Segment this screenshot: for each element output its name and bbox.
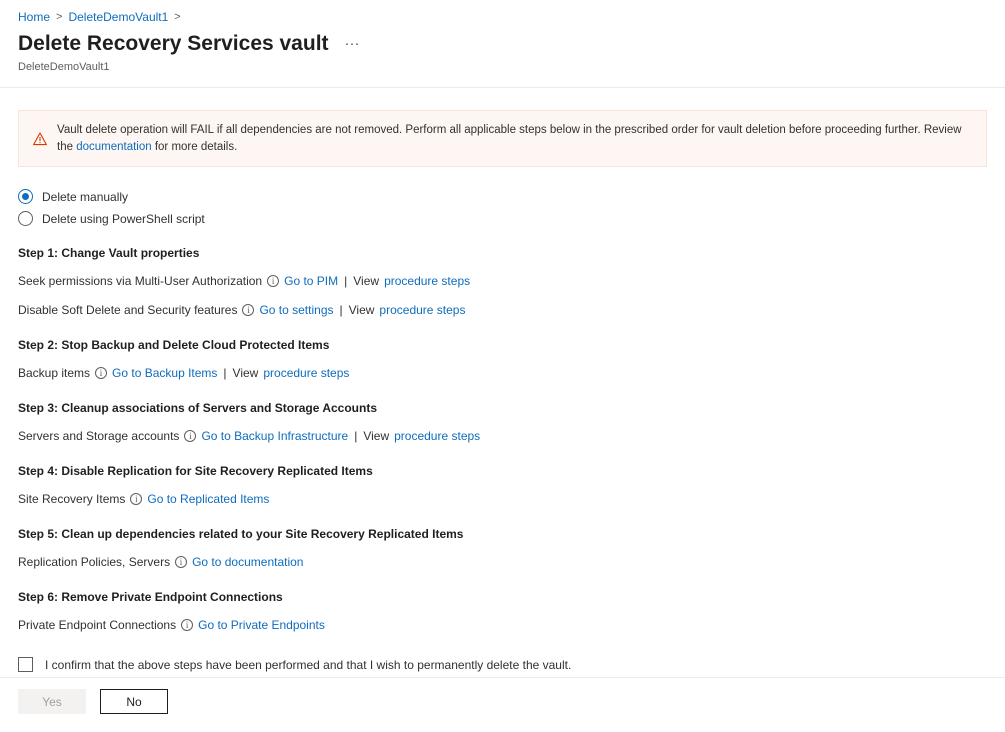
step-1-row-1-procedure-steps-link[interactable]: procedure steps — [384, 274, 471, 289]
radio-label-delete-powershell: Delete using PowerShell script — [42, 211, 205, 226]
confirm-checkbox[interactable] — [18, 657, 33, 672]
step-1-row-2-procedure-steps-link[interactable]: procedure steps — [379, 303, 466, 318]
step-1-row-1-label: Seek permissions via Multi-User Authorization — [18, 274, 263, 289]
warning-banner-text — [57, 122, 972, 155]
warning-text-after: for more details. — [151, 140, 238, 153]
header-divider — [0, 87, 1005, 88]
go-to-settings-link[interactable]: Go to settings — [259, 303, 334, 318]
confirm-label: I confirm that the above steps have been performed and that I wish to permanently delete the vault. — [45, 657, 572, 672]
step-3-heading: Step 3: Cleanup associations of Servers and Storage Accounts — [18, 401, 377, 416]
content-area — [0, 110, 1005, 672]
breadcrumb-separator-icon-2: > — [174, 11, 181, 23]
step-5-row-1-label: Replication Policies, Servers — [18, 555, 171, 570]
go-to-documentation-link[interactable]: Go to documentation — [192, 555, 304, 570]
footer-bar — [0, 677, 1005, 732]
warning-banner — [18, 110, 987, 167]
step-6-row-1 — [18, 617, 987, 633]
radio-option-delete-manually[interactable] — [18, 189, 987, 204]
go-to-backup-infrastructure-link[interactable]: Go to Backup Infrastructure — [201, 429, 349, 444]
step-2-row-1-view: View — [232, 366, 259, 381]
info-icon[interactable]: i — [181, 619, 193, 631]
radio-icon-delete-powershell[interactable] — [18, 211, 33, 226]
step-1-heading: Step 1: Change Vault properties — [18, 246, 200, 261]
warning-icon — [33, 132, 47, 146]
step-6-row-1-label: Private Endpoint Connections — [18, 618, 177, 633]
step-1-row-2 — [18, 302, 987, 318]
step-2-row-1-procedure-steps-link[interactable]: procedure steps — [263, 366, 350, 381]
title-row — [18, 32, 1005, 56]
documentation-link[interactable]: documentation — [76, 140, 152, 153]
info-icon[interactable]: i — [175, 556, 187, 568]
info-icon[interactable]: i — [95, 367, 107, 379]
step-1-row-2-view: View — [348, 303, 375, 318]
step-2-row-1-pipe: | — [223, 366, 227, 381]
no-button[interactable]: No — [100, 689, 168, 714]
breadcrumb-separator-icon: > — [56, 11, 63, 23]
warning-text-before: Vault delete operation will FAIL if all dependencies are not removed. Perform all applicable steps below in the prescribed order for vault deletion before proceeding further. Review the — [57, 124, 962, 153]
delete-mode-radio-group — [18, 189, 987, 226]
breadcrumb — [0, 0, 1005, 26]
info-icon[interactable]: i — [267, 275, 279, 287]
breadcrumb-item-home[interactable]: Home — [18, 10, 51, 24]
go-to-backup-items-link[interactable]: Go to Backup Items — [112, 366, 218, 381]
step-2-heading: Step 2: Stop Backup and Delete Cloud Protected Items — [18, 338, 330, 353]
step-3-row-1-pipe: | — [354, 429, 358, 444]
step-1-row-1-pipe: | — [344, 274, 348, 289]
step-1-row-1-view: View — [353, 274, 380, 289]
step-3-row-1-view: View — [363, 429, 390, 444]
more-options-icon[interactable]: ··· — [344, 35, 360, 52]
info-icon[interactable]: i — [184, 430, 196, 442]
step-5-heading: Step 5: Clean up dependencies related to your Site Recovery Replicated Items — [18, 527, 464, 542]
footer-buttons — [0, 678, 1005, 725]
step-6-heading: Step 6: Remove Private Endpoint Connections — [18, 590, 283, 605]
step-1-row-2-label: Disable Soft Delete and Security features — [18, 303, 238, 318]
step-3-row-1-procedure-steps-link[interactable]: procedure steps — [394, 429, 481, 444]
info-icon[interactable]: i — [242, 304, 254, 316]
radio-icon-delete-manually[interactable] — [18, 189, 33, 204]
step-3-row-1-label: Servers and Storage accounts — [18, 429, 180, 444]
go-to-private-endpoints-link[interactable]: Go to Private Endpoints — [198, 618, 325, 633]
go-to-replicated-items-link[interactable]: Go to Replicated Items — [147, 492, 270, 507]
go-to-pim-link[interactable]: Go to PIM — [284, 274, 339, 289]
radio-option-delete-powershell[interactable] — [18, 211, 987, 226]
step-1-row-1 — [18, 273, 987, 289]
yes-button[interactable]: Yes — [18, 689, 86, 714]
breadcrumb-item-vault[interactable]: DeleteDemoVault1 — [68, 10, 169, 24]
step-3-row-1 — [18, 428, 987, 444]
radio-label-delete-manually: Delete manually — [42, 189, 129, 204]
step-1-row-2-pipe: | — [339, 303, 343, 318]
step-2-row-1 — [18, 365, 987, 381]
page-title: Delete Recovery Services vault — [18, 32, 329, 55]
step-2-row-1-label: Backup items — [18, 366, 91, 381]
step-4-heading: Step 4: Disable Replication for Site Recovery Replicated Items — [18, 464, 373, 479]
step-5-row-1 — [18, 554, 987, 570]
confirm-row[interactable] — [18, 657, 987, 672]
info-icon[interactable]: i — [130, 493, 142, 505]
title-block — [0, 26, 1005, 73]
step-4-row-1 — [18, 491, 987, 507]
page-subtitle: DeleteDemoVault1 — [18, 61, 110, 73]
step-4-row-1-label: Site Recovery Items — [18, 492, 126, 507]
